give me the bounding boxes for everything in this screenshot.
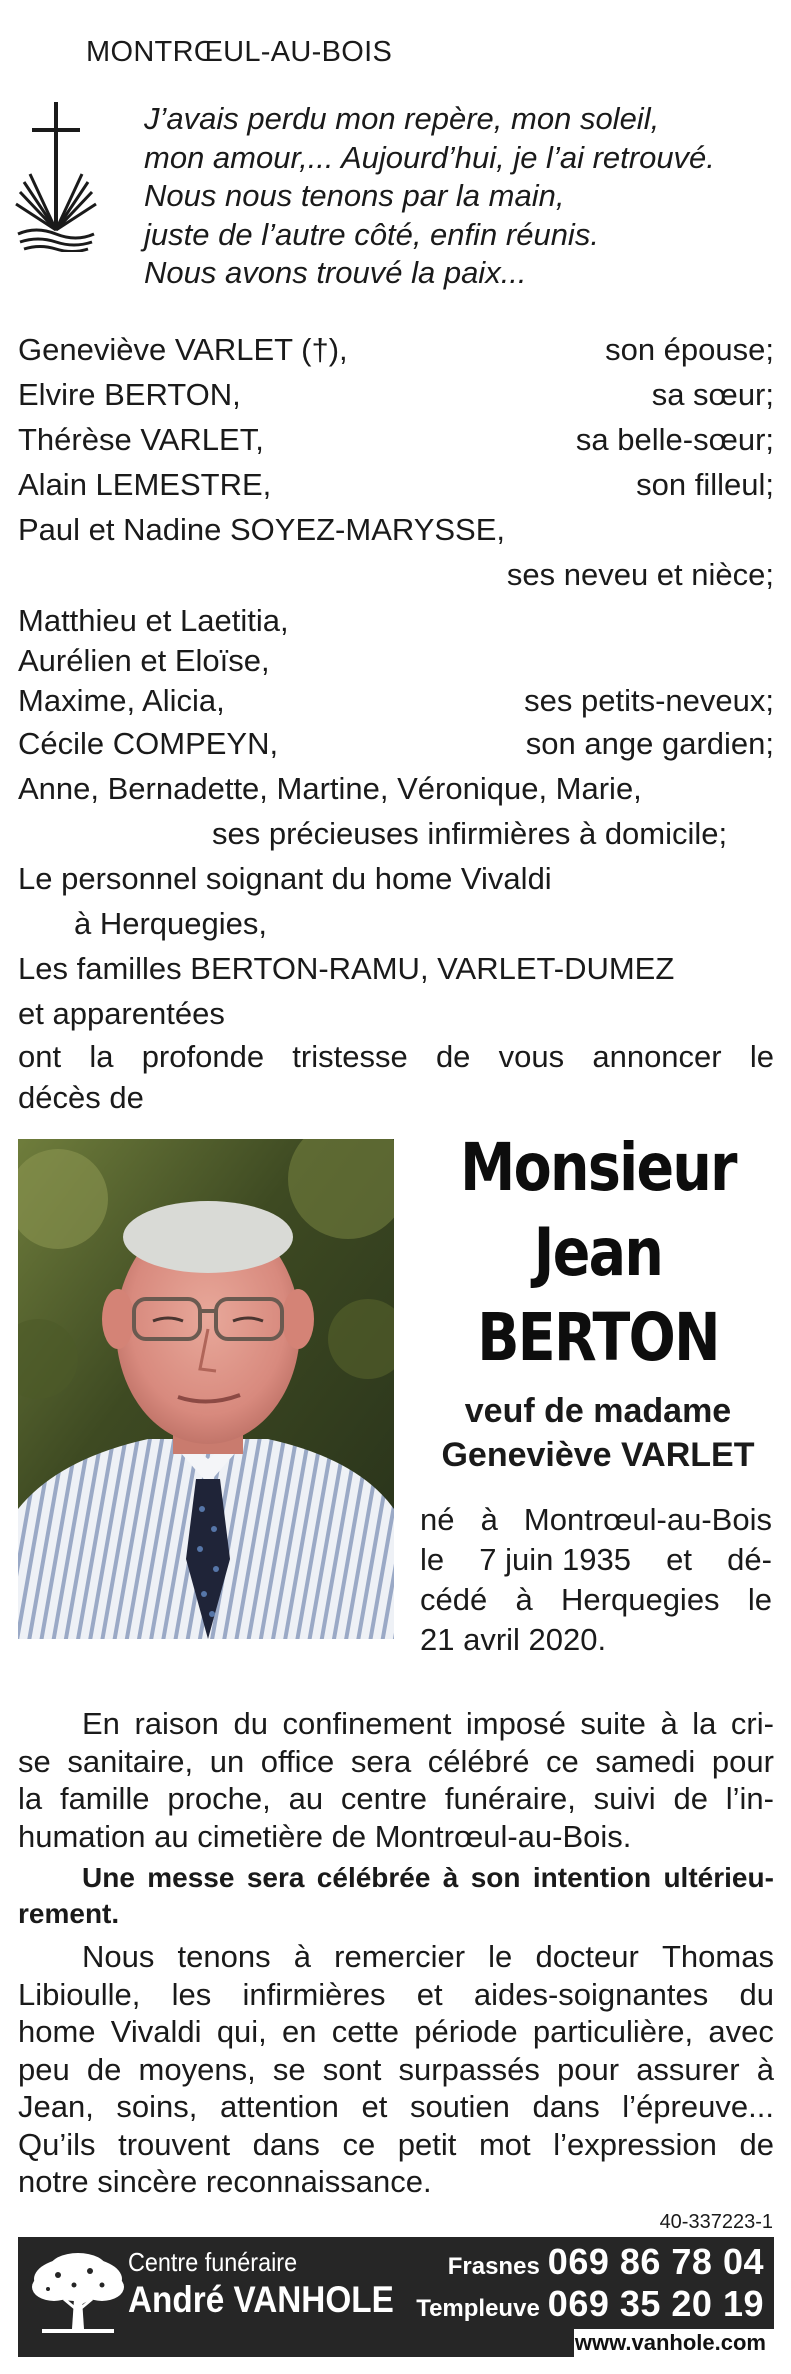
word: docteur — [535, 1939, 639, 1974]
family-name: Maxime, Alicia, — [18, 683, 225, 718]
word: Vivaldi — [110, 2014, 202, 2049]
word: Montrœul-au-Bois — [523, 1502, 772, 1537]
word: ce — [546, 1743, 579, 1779]
family-row — [18, 372, 774, 417]
word: Herquegies — [561, 1582, 720, 1617]
word: imposé — [465, 1706, 566, 1741]
poem-line: mon amour,... Aujourd’hui, je l’ai retrouvé. — [144, 139, 715, 175]
family-relation: ses petits-neveux; — [524, 683, 774, 718]
word: sera — [350, 1743, 412, 1779]
village-name: MONTRŒUL-AU-BOIS — [86, 36, 393, 68]
family-relation: ses neveu et nièce; — [506, 557, 774, 592]
word: l’in- — [725, 1781, 774, 1816]
word: suite — [580, 1706, 646, 1741]
paragraph-thanks — [18, 1938, 774, 2201]
word: proche, — [167, 1781, 271, 1816]
word: famille — [59, 1781, 150, 1816]
word: attention — [219, 2089, 339, 2124]
announce-word: annoncer — [592, 1039, 722, 1074]
phone-entry — [416, 2241, 764, 2283]
word: assurer — [636, 2051, 740, 2087]
family-relation: son épouse; — [605, 332, 774, 367]
family-relation: sa belle-sœur; — [575, 422, 774, 457]
word: Libioulle, — [18, 1976, 141, 2012]
family-name: Les familles BERTON-RAMU, VARLET-DUMEZ — [18, 951, 675, 986]
text-line — [18, 1938, 774, 1976]
word: office — [260, 1743, 335, 1779]
word: funéraire, — [444, 1781, 576, 1816]
deceased-first-name: Jean — [533, 1214, 663, 1291]
word: la — [692, 1706, 717, 1741]
word: intention — [532, 1862, 652, 1893]
widower-note — [405, 1389, 791, 1477]
word: les — [171, 1976, 212, 2012]
word: pour — [711, 1743, 774, 1779]
text-line — [18, 2126, 774, 2164]
word: raison — [134, 1706, 219, 1741]
cross-icon — [14, 102, 98, 252]
word: suivi — [593, 1781, 656, 1816]
ad-reference: 40-337223-1 — [659, 2211, 773, 2233]
announce-word: profonde — [141, 1039, 265, 1074]
poem-line: J’avais perdu mon repère, mon soleil, — [144, 101, 660, 136]
word: infirmières — [242, 1976, 386, 2012]
family-name: et apparentées — [18, 996, 225, 1031]
announce-word: vous — [498, 1039, 565, 1074]
word: dé- — [727, 1542, 772, 1577]
word: messe — [147, 1862, 235, 1893]
text-line: rement. — [18, 1898, 120, 1929]
word: au — [288, 1781, 324, 1816]
word: période — [414, 2014, 518, 2049]
phone-entry — [416, 2283, 764, 2325]
paragraph-mass — [18, 1860, 774, 1932]
poem-line: Nous nous tenons par la main, — [144, 178, 565, 213]
word: se — [18, 1743, 51, 1779]
word: du — [233, 1706, 268, 1741]
family-row — [18, 681, 774, 721]
birth-line: 21 avril 2020. — [420, 1622, 607, 1657]
word: célébrée — [316, 1862, 431, 1893]
announce-word: ont — [18, 1039, 62, 1074]
word: le — [747, 1582, 772, 1617]
word: et — [666, 1542, 692, 1577]
word: Nous — [82, 1939, 155, 1974]
word: mot — [478, 2126, 531, 2162]
family-name: Matthieu et Laetitia, — [18, 603, 289, 638]
word: petit — [397, 2126, 457, 2162]
word: soins, — [116, 2089, 198, 2124]
family-name: Aurélien et Eloïse, — [18, 643, 270, 678]
word: célébré — [427, 1743, 530, 1779]
word: la — [18, 1781, 43, 1816]
announce-word: de — [435, 1039, 471, 1074]
widower-line: Geneviève VARLET — [441, 1436, 755, 1474]
text-line: humation au cimetière de Montrœul-au-Bois. — [18, 1818, 632, 1854]
family-row — [18, 327, 774, 372]
word: aides-soignantes — [473, 1976, 709, 2012]
word: de — [86, 2051, 122, 2087]
word: Une — [82, 1862, 135, 1893]
word: un — [209, 1743, 245, 1779]
word: et — [361, 2089, 388, 2124]
word: en — [282, 2014, 317, 2049]
word: son — [470, 1862, 521, 1893]
word: de — [673, 1781, 708, 1816]
paragraph-ceremony — [18, 1705, 774, 1855]
word: né — [420, 1502, 455, 1537]
word: cédé — [420, 1582, 488, 1617]
birth-line — [420, 1500, 772, 1540]
family-relation: son filleul; — [636, 467, 774, 502]
word: qui, — [216, 2014, 267, 2049]
text-line — [18, 1976, 774, 2014]
word: à — [515, 1582, 533, 1617]
announce-word: le — [749, 1039, 774, 1074]
family-name: Geneviève VARLET (†), — [18, 332, 348, 367]
family-relation: ses précieuses infirmières à domicile; — [212, 816, 728, 851]
family-name: Thérèse VARLET, — [18, 422, 264, 457]
phone-city: Templeuve — [416, 2295, 540, 2322]
website-link[interactable]: www.vanhole.com — [574, 2329, 774, 2357]
family-relation: son ange gardien; — [525, 726, 774, 761]
word: ce — [342, 2126, 376, 2162]
announce-word: la — [89, 1039, 114, 1074]
word: moyens, — [138, 2051, 256, 2087]
family-list — [18, 327, 774, 1118]
word: se — [272, 2051, 306, 2087]
word: à — [293, 1939, 311, 1974]
family-row — [18, 462, 774, 507]
word: En — [82, 1706, 120, 1741]
funeral-home-name: André VANHOLE — [128, 2279, 394, 2320]
word: surpassés — [398, 2051, 540, 2087]
text-line — [18, 1780, 774, 1818]
word: avec — [708, 2014, 774, 2049]
word: Qu’ils — [18, 2126, 96, 2162]
word: sanitaire, — [67, 1743, 194, 1779]
word: Thomas — [662, 1939, 774, 1974]
announce-word: tristesse — [292, 1039, 408, 1074]
word: l’expression — [553, 2126, 717, 2162]
family-row — [18, 721, 774, 766]
funeral-home-label: Centre funéraire — [128, 2247, 298, 2277]
word: particulière, — [532, 2014, 694, 2049]
word: le — [488, 1939, 513, 1974]
word: cri- — [730, 1706, 774, 1741]
word: sera — [246, 1862, 305, 1893]
text-line — [18, 1705, 774, 1743]
poem-line: juste de l’autre côté, enfin réunis. — [144, 216, 599, 252]
text-line: notre sincère reconnaissance. — [18, 2164, 432, 2199]
word: dans — [252, 2126, 320, 2162]
family-name: Le personnel soignant du home Vivaldi — [18, 861, 552, 896]
word: du — [739, 1976, 774, 2012]
word: de — [739, 2126, 774, 2162]
family-relation: à Herquegies, — [74, 906, 268, 941]
word: tenons — [177, 1939, 271, 1974]
word: ultérieu- — [663, 1862, 774, 1893]
family-name: Paul et Nadine SOYEZ-MARYSSE, — [18, 512, 506, 547]
family-relation: sa sœur; — [651, 377, 774, 412]
family-name: Alain LEMESTRE, — [18, 467, 272, 502]
word: peu — [18, 2051, 70, 2087]
deceased-portrait — [18, 1139, 394, 1639]
tree-icon — [28, 2249, 128, 2341]
phone-number[interactable]: 069 35 20 19 — [547, 2283, 764, 2324]
family-name: Elvire BERTON, — [18, 377, 241, 412]
word: cette — [331, 2014, 399, 2049]
word: à — [480, 1502, 498, 1537]
phone-number[interactable]: 069 86 78 04 — [547, 2241, 764, 2282]
birth-death-info — [420, 1500, 772, 1660]
poem-line: Nous avons trouvé la paix... — [144, 255, 527, 290]
birth-line — [420, 1580, 772, 1620]
text-line — [18, 2051, 774, 2089]
word: sont — [322, 2051, 382, 2087]
funeral-home-banner — [18, 2237, 774, 2357]
word: soutien — [409, 2089, 510, 2124]
word: le — [420, 1542, 445, 1577]
word: trouvent — [118, 2126, 231, 2162]
family-name: Anne, Bernadette, Martine, Véronique, Marie, — [18, 771, 642, 806]
text-line — [18, 1860, 774, 1896]
widower-line: veuf de madame — [464, 1392, 732, 1430]
announcement-end: décès de — [18, 1080, 144, 1115]
deceased-name — [405, 1125, 791, 1380]
word: remercier — [334, 1939, 466, 1974]
text-line — [18, 2088, 774, 2126]
word: dans — [532, 2089, 600, 2124]
word: confinement — [282, 1706, 452, 1741]
phone-city: Frasnes — [447, 2253, 540, 2280]
deceased-title: Monsieur — [460, 1129, 736, 1206]
family-row — [18, 417, 774, 462]
word: Jean, — [18, 2089, 94, 2124]
word: home — [18, 2014, 96, 2049]
word: samedi — [595, 1743, 696, 1779]
word: l’épreuve... — [622, 2089, 774, 2124]
announcement — [18, 1036, 774, 1078]
phone-list — [416, 2241, 764, 2325]
word: centre — [340, 1781, 428, 1816]
word: à — [660, 1706, 678, 1741]
birth-line — [420, 1540, 772, 1580]
word: à — [442, 1862, 459, 1893]
word: pour — [556, 2051, 620, 2087]
deceased-last-name: BERTON — [477, 1299, 719, 1376]
text-line — [18, 1743, 774, 1781]
family-name: Cécile COMPEYN, — [18, 726, 279, 761]
poem — [144, 100, 715, 293]
word: et — [416, 1976, 443, 2012]
word: à — [756, 2051, 774, 2087]
text-line — [18, 2013, 774, 2051]
word: 7 juin 1935 — [479, 1542, 631, 1577]
